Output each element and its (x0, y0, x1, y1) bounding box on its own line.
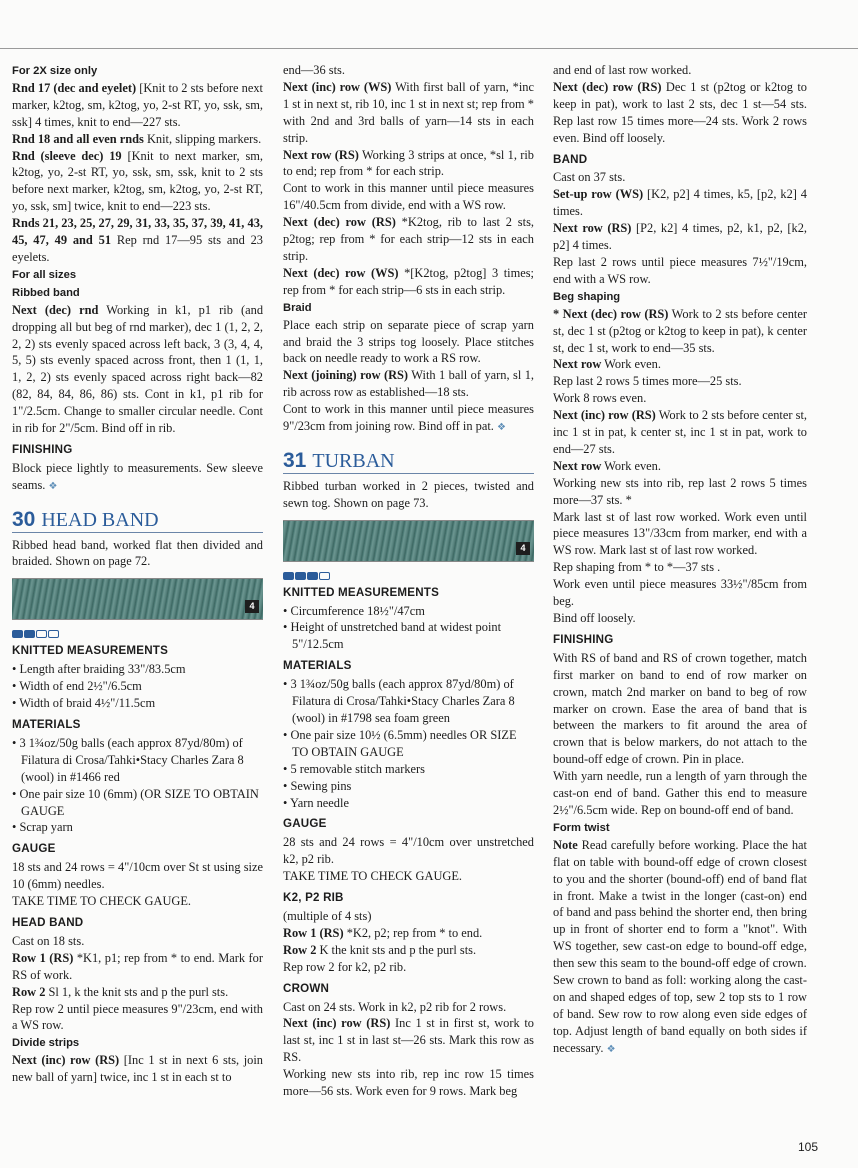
end-mark-icon: ❖ (48, 480, 58, 492)
skill-level-icon (12, 630, 263, 638)
heading-finishing: FINISHING (12, 442, 73, 456)
subhead-all-sizes: For all sizes (12, 268, 77, 281)
column-2: end—36 sts. Next (inc) row (WS) With first ball of yarn, *inc 1 st in next st, rib 10, inc 1 st in next st; rep from * with 2nd and 3rd balls of yarn—14 sts in each strip. Next row (RS) Working 3 strips at once, *sl 1, rib to end; rep from * for each strip. Cont to work in this manner until piece measures 16"/40.5cm from divide, end with a WS row. Next (dec) row (RS) *K2tog, rib to last 2 sts, p2tog; rep from * for each strip—12 sts in each strip. Next (dec) row (WS) *[K2tog, p2tog] 3 times; rep from * for each strip—6 sts in each strip. Braid Place each strip on separate piece of scrap yarn and braid the 3 strips tog loosely. Place stitches back on needle ready to work a RS row. Next (joining) row (RS) With 1 ball of yarn, sl 1, rib across row as established—18 sts. Cont to work in this manner until piece measures 9"/23cm from joining row. Bind off in pat. ❖ 31 TURBAN Ribbed turban worked in 2 pieces, twisted and sewn tog. Shown on page 73. 4 KNITTED MEASUREMENTS • Circumference 18½"/47cm • Height of unstretched band at widest point 5"/12.5cm MATERIALS • 3 1¾oz/50g balls (each approx 87yd/80m) of Filatura di Crosa/Tahki•Stacy Charles Zara 8 (wool) in #1798 sea foam green • One pair size 10½ (6.5mm) needles OR SIZE TO OBTAIN GAUGE • 5 removable stitch markers • Sewing pins • Yarn needle GAUGE 28 sts and 24 rows = 4"/10cm over unstretched k2, p2 rib. TAKE TIME TO CHECK GAUGE. K2, P2 RIB (multiple of 4 sts) Row 1 (RS) *K2, p2; rep from * to end. Row 2 K the knit sts and p the purl sts. Rep row 2 for k2, p2 rib. CROWN Cast on 24 sts. Work in k2, p2 rib for 2 rows. Next (inc) row (RS) Inc 1 st in first st, work to last st, inc 1 st in last st—26 sts. Mark this row as RS. Working new sts into rib, rep inc row 15 times more—56 sts. Work even for 9 rows. Mark beg (283, 63, 535, 1099)
skill-level-icon (283, 572, 534, 580)
page-number: 105 (797, 1140, 818, 1154)
section-30-title: 30 HEAD BAND (12, 512, 263, 533)
section-31-intro: Ribbed turban worked in 2 pieces, twisted and sewn tog. Shown on page 73. (283, 478, 534, 510)
subhead-ribbed-band: Ribbed band (12, 286, 80, 299)
headband-swatch-image (12, 578, 263, 620)
column-3: and end of last row worked. Next (dec) row (RS) Dec 1 st (p2tog or k2tog to keep in pat), work to last 2 sts, dec 1 st—54 sts. Rep last row 15 times more—24 sts. Work 2 rows even. Bind off loosely. BAND Cast on 37 sts. Set-up row (WS) [K2, p2] 4 times, k5, [p2, k2] 4 times. Next row (RS) [P2, k2] 4 times, p2, k1, p2, [k2, p2] 4 times. Rep last 2 rows until piece measures 7½"/19cm, end with a WS row. Beg shaping * Next (dec) row (RS) Work to 2 sts before center st, dec 1 st (p2tog or k2tog to keep in pat), k center st, dec 1 st, work to end—35 sts. Next row Work even. Rep last 2 rows 5 times more—25 sts. Work 8 rows even. Next (inc) row (RS) Work to 2 sts before center st, inc 1 st in pat, k center st, inc 1 st in pat, work to end—27 sts. Next row Work even. Working new sts into rib, rep last 2 rows 5 times more—37 sts. * Mark last st of last row worked. Work even until piece measures 13"/33cm from marker, end with a WS row. Mark last st of last row worked. Rep shaping from * to *—37 sts . Work even until piece measures 33½"/85cm from beg. Bind off loosely. FINISHING With RS of band and RS of crown together, match first marker on band to end of row marker on crown, match 2nd marker on band to beg of row marker on crown. Ease the area of band that is between the markers to fit around the area of crown that is below markers, do not attach to the bound-off edge of crown. Pin in place. With yarn needle, run a length of yarn through the cast-on end of band. Gather this end to measure 2½"/6.5cm wide. Rep on bound-off end of band. Form twist Note Read carefully before working. Place the hat flat on table with bound-off edge of crown closest to you and the shorter (bound-off) end of band flat in front. Make a twist in the longer (cast-on) end of band and pass behind the shorter end, then bring up in front of shorter end to form a "knot". With WS together, sew cast-on edge to bound-off edge, then sew this seam to the bound-off edge of crown. Sew crown to band as foll: working along the cast-on and shaped edges of top, sew 2 top sts to 1 row of band. Sew row to row along even side edges of top. Adjust length of band equally on both sides if necessary. ❖ (553, 63, 808, 1055)
end-mark-icon: ❖ (496, 422, 506, 434)
section-31-title: 31 TURBAN (283, 453, 534, 474)
turban-swatch-image (283, 520, 534, 562)
yarn-weight-badge: 4 (245, 600, 259, 613)
top-rule (0, 48, 858, 49)
subhead-2x: For 2X size only (12, 65, 98, 77)
section-30-intro: Ribbed head band, worked flat then divided and braided. Shown on page 72. (12, 537, 263, 569)
yarn-weight-badge: 4 (516, 542, 530, 555)
end-mark-icon: ❖ (606, 1043, 616, 1055)
column-1: For 2X size only Rnd 17 (dec and eyelet) [Knit to 2 sts before next marker, k2tog, sm, k2tog, yo, 2-st RT, yo, ssk, sm, ssk] 4 times, knit to end—227 sts. Rnd 18 and all even rnds Knit, slipping markers. Rnd (sleeve dec) 19 [Knit to next marker, sm, k2tog, yo, 2-st RT, yo, ssk, sm, ssk, knit to 2 sts before next marker, k2tog, sm, k2tog, yo, 2-st RT, yo, ssk, sm] twice, knit to end—223 sts. Rnds 21, 23, 25, 27, 29, 31, 33, 35, 37, 39, 41, 43, 45, 47, 49 and 51 Rep rnd 17—95 sts and 23 eyelets. For all sizes Ribbed band Next (dec) rnd Working in k1, p1 rib (and dropping all but beg of rnd marker), dec 1 (1, 2, 2, 2, 2) sts evenly spaced across left back, 3 (3, 4, 4, 5, 5) sts evenly spaced across front, then 1 (1, 1, 1, 2, 2) sts evenly spaced across right back—82 (82, 84, 84, 86, 86) sts. Cont in k1, p1 rib for 1"/2.5cm. Change to smaller circular needle. Cont in rib for 2"/5cm. Bind off in rib. FINISHING Block piece lightly to measurements. Sew sleeve seams. ❖ 30 HEAD BAND Ribbed head band, worked flat then divided and braided. Shown on page 72. 4 KNITTED MEASUREMENTS • Length after braiding 33"/83.5cm • Width of end 2½"/6.5cm • Width of braid 4½"/11.5cm MATERIALS • 3 1¾oz/50g balls (each approx 87yd/80m) of Filatura di Crosa/Tahki•Stacy Charles Zara 8 (wool) in #1466 red • One pair size 10 (6mm) (OR SIZE TO OBTAIN GAUGE • Scrap yarn GAUGE 18 sts and 24 rows = 4"/10cm over St st using size 10 (6mm) needles. TAKE TIME TO CHECK GAUGE. HEAD BAND Cast on 18 sts. Row 1 (RS) *K1, p1; rep from * to end. Mark for RS of work. Row 2 Sl 1, k the knit sts and p the purl sts. Rep row 2 until piece measures 9"/23cm, end with a WS row. Divide strips Next (inc) row (RS) [Inc 1 st in next 6 sts, join new ball of yarn] twice, inc 1 st in each st to (12, 65, 264, 1085)
